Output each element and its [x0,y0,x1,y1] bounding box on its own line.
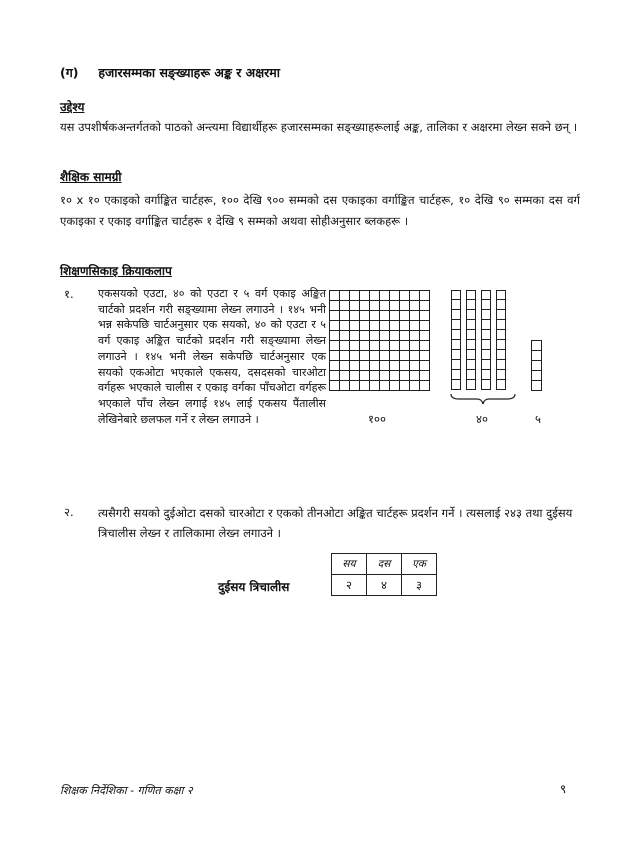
unit-square [410,351,420,361]
unit-square [350,351,360,361]
unit-square [330,331,340,341]
unit-square [400,351,410,361]
five-units-chart [531,340,542,391]
unit-square [410,371,420,381]
unit-square [400,301,410,311]
unit-square [420,311,430,321]
unit-square [380,311,390,321]
materials-heading: शैक्षिक सामग्री [60,170,122,184]
ten-strip-square [481,310,491,320]
unit-square [350,381,360,391]
ten-strip-square [451,310,461,320]
unit-square [330,371,340,381]
ten-strip-square [451,300,461,310]
unit-square [370,291,380,301]
single-unit-square [532,341,542,351]
forty-strips-chart [451,290,506,390]
unit-square [380,381,390,391]
unit-square [340,301,350,311]
unit-square [330,321,340,331]
unit-square [380,331,390,341]
ten-strip-square [481,340,491,350]
unit-square [390,321,400,331]
ten-strip-square [451,380,461,390]
single-unit-square [532,351,542,361]
hundred-grid-chart [329,290,430,391]
label-forty: ४० [476,412,488,426]
unit-square [350,371,360,381]
ten-strip-square [496,350,506,360]
unit-square [370,331,380,341]
activity-item-1: एकसयको एउटा, ४० को एउटा र ५ वर्ग एकाइ अङ्कित चार्टको प्रदर्शन गरी सङ्ख्यामा लेख्न लगाउने । १४५ भनी भन्न सकेपछि चार्टअनुसार एक सयको, ४० को एउटा र ५ वर्ग एकाइ अङ्कित चार्टको प्रदर्शन गरी सङ्ख्यामा लेख्न लगाउने । १४५ भनी लेख्न सकेपछि चार्टअनुसार एक सयको एकओटा भएकाले एकसय, दसदसको चारओटा वर्गहरू भएकाले चालीस र एकाइ वर्गका पाँचओटा वर्गहरू भएकाले पाँच लेख्न लगाई १४५ लाई एकसय पैंतालीस लेखिनेबारे छलफल गर्ने र लेख्न लगाउने । [98,287,326,426]
unit-square [410,301,420,311]
objective-text: यस उपशीर्षकअन्तर्गतको पाठको अन्त्यमा विद्यार्थीहरू हजारसम्मका सङ्ख्याहरूलाई अङ्क, तालिका र अक्षरमा लेख्न सक्ने छन् । [60,120,578,134]
ten-strip-square [466,370,476,380]
unit-square [340,381,350,391]
unit-square [420,291,430,301]
place-value-digit-row [332,575,437,596]
unit-square [370,301,380,311]
unit-square [390,311,400,321]
unit-square [420,361,430,371]
unit-square [380,301,390,311]
unit-square [340,291,350,301]
forty-brace [449,392,517,406]
number-in-words: दुईसय त्रिचालीस [218,580,290,594]
unit-square [350,341,360,351]
ten-strip-square [466,360,476,370]
digit-tens: ४ [367,575,402,596]
section-title-text: हजारसम्मका सङ्ख्याहरू अङ्क र अक्षरमा [98,65,281,80]
unit-square [340,361,350,371]
ten-strip-square [466,310,476,320]
unit-square [360,291,370,301]
header-hundreds: सय [332,554,367,575]
ten-strip-square [451,360,461,370]
unit-square [390,301,400,311]
unit-square [360,371,370,381]
section-label: (ग) [60,65,79,80]
unit-square [360,381,370,391]
unit-square [340,371,350,381]
unit-square [360,331,370,341]
unit-square [330,291,340,301]
place-value-header-row [332,554,437,575]
header-ones: एक [402,554,437,575]
unit-square [400,361,410,371]
ten-strip-square [496,310,506,320]
unit-square [380,291,390,301]
ten-strip-square [466,380,476,390]
unit-square [370,321,380,331]
unit-square [340,331,350,341]
unit-square [350,321,360,331]
unit-square [420,371,430,381]
unit-square [410,291,420,301]
objective-heading: उद्देश्य [60,100,85,114]
unit-square [410,361,420,371]
unit-square [360,351,370,361]
ten-strip-square [466,300,476,310]
unit-square [410,321,420,331]
unit-square [400,321,410,331]
unit-square [370,361,380,371]
unit-square [360,341,370,351]
place-value-table [331,553,437,596]
unit-square [400,341,410,351]
unit-square [400,381,410,391]
unit-square [410,381,420,391]
unit-square [390,371,400,381]
ten-strip-square [481,360,491,370]
unit-square [360,311,370,321]
ten-strip-square [451,320,461,330]
unit-square [380,341,390,351]
label-hundred: १०० [368,412,386,426]
unit-square [410,311,420,321]
unit-square [410,331,420,341]
unit-square [420,381,430,391]
unit-square [390,381,400,391]
ten-strip-square [466,330,476,340]
unit-square [390,341,400,351]
ten-strip-square [481,380,491,390]
unit-square [380,371,390,381]
activity-item-2: त्यसैगरी सयको दुईओटा दसको चारओटा र एकको तीनओटा अङ्कित चार्टहरू प्रदर्शन गर्ने । त्यसलाई २४३ तथा दुईसय त्रिचालीस लेख्न र तालिकामा लेख्न लगाउने । [98,506,573,540]
digit-ones: ३ [402,575,437,596]
ten-strip-square [481,320,491,330]
ten-strip-square [451,330,461,340]
unit-square [410,341,420,351]
unit-square [350,311,360,321]
unit-square [360,321,370,331]
unit-square [420,331,430,341]
label-five: ५ [535,412,541,426]
unit-square [370,381,380,391]
ten-strip-square [496,380,506,390]
unit-square [400,331,410,341]
unit-square [370,341,380,351]
unit-square [330,351,340,361]
unit-square [420,341,430,351]
footer-title: शिक्षक निर्देशिका - गणित कक्षा २ [60,784,193,797]
unit-square [340,321,350,331]
ten-strip-square [481,300,491,310]
ten-strip-square [481,330,491,340]
unit-square [360,301,370,311]
unit-square [330,301,340,311]
ten-strip-square [466,340,476,350]
ten-strip-square [451,370,461,380]
unit-square [340,351,350,361]
unit-square [420,321,430,331]
unit-square [400,291,410,301]
ten-strip-square [481,290,491,300]
ten-strip-square [451,340,461,350]
unit-square [330,361,340,371]
unit-square [330,311,340,321]
unit-square [350,331,360,341]
unit-square [400,311,410,321]
ten-strip-square [496,300,506,310]
activities-heading: शिक्षणसिकाइ क्रियाकलाप [60,264,172,278]
ten-strip-square [481,370,491,380]
unit-square [340,311,350,321]
unit-square [390,331,400,341]
unit-square [420,301,430,311]
unit-square [380,351,390,361]
unit-square [370,311,380,321]
ten-strip-square [496,320,506,330]
page-number: ९ [560,782,567,796]
unit-square [380,361,390,371]
unit-square [390,351,400,361]
ten-strip-square [496,360,506,370]
section-title [60,64,280,81]
unit-square [350,291,360,301]
single-unit-square [532,361,542,371]
ten-strip-square [451,290,461,300]
unit-square [370,351,380,361]
unit-square [390,361,400,371]
unit-square [350,361,360,371]
unit-square [390,291,400,301]
ten-strip-square [451,350,461,360]
single-unit-square [532,371,542,381]
unit-square [350,301,360,311]
ten-strip-square [496,340,506,350]
ten-strip-square [496,370,506,380]
ten-strip-square [496,330,506,340]
unit-square [360,361,370,371]
single-unit-square [532,381,542,391]
item-number-1: १. [64,287,74,301]
unit-square [330,381,340,391]
digit-hundreds: २ [332,575,367,596]
unit-square [400,371,410,381]
materials-text: १० x १० एकाइको वर्गाङ्कित चार्टहरू, १०० देखि ९०० सम्मको दस एकाइका वर्गाङ्कित चार्टहरू, १० देखि ९० सम्मका दस वर्ग एकाइका र एकाइ वर्गाङ्कित चार्टहरू १ देखि ९ सम्मको अथवा सोहीअनुसार ब्लकहरू । [60,193,580,228]
ten-strip-square [481,350,491,360]
unit-square [340,341,350,351]
ten-strip-square [466,320,476,330]
unit-square [420,351,430,361]
ten-strip-square [466,350,476,360]
unit-square [330,341,340,351]
unit-square [370,371,380,381]
header-tens: दस [367,554,402,575]
unit-square [380,321,390,331]
item-number-2: २. [64,505,74,519]
ten-strip-square [466,290,476,300]
ten-strip-square [496,290,506,300]
